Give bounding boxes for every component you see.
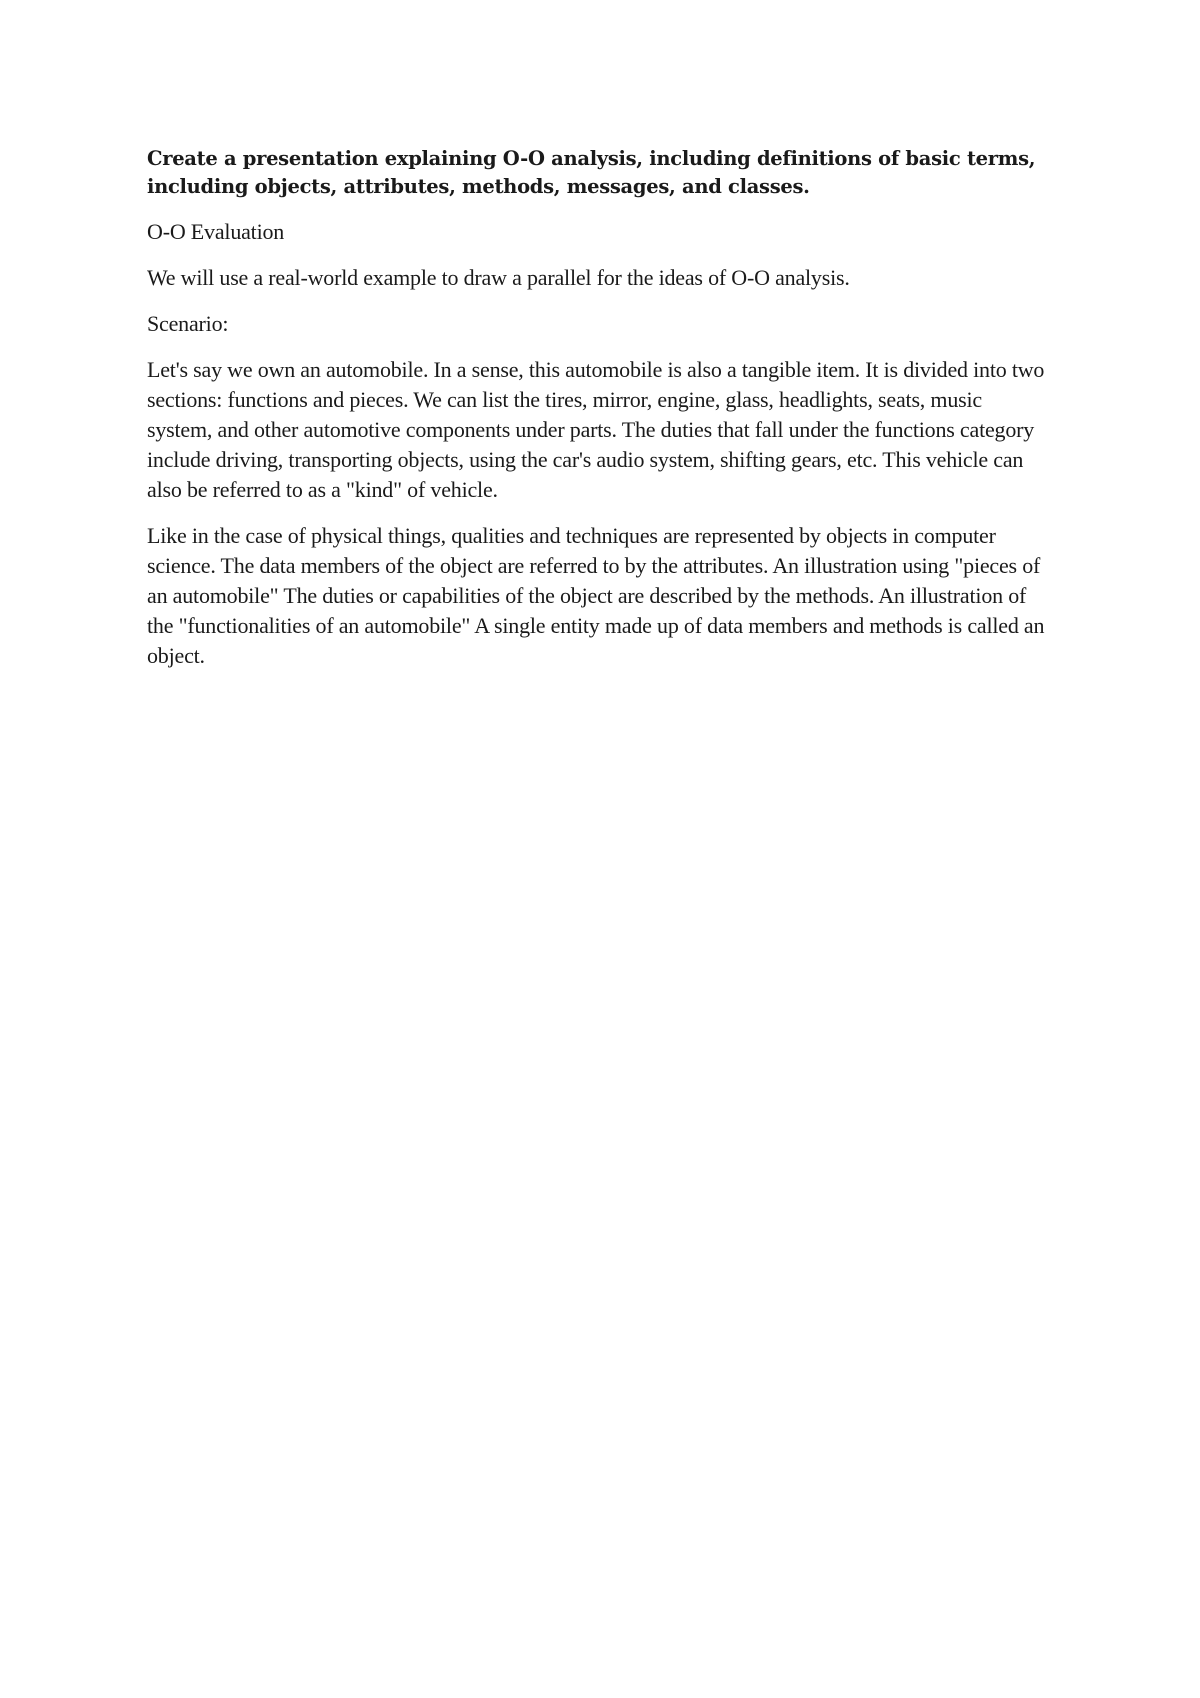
- question-heading: Create a presentation explaining O-O analysis, including definitions of basic terms, including objects, attributes, methods, messages, and classes.: [147, 147, 1036, 198]
- scenario-label: Scenario:: [147, 311, 229, 336]
- scenario-paragraph: Let's say we own an automobile. In a sense, this automobile is also a tangible item. It is divided into two sections: functions and pieces. We can list the tires, mirror, engine, glass, headlights, seats, music system, and other automotive components under parts. The duties that fall under the functions category include driving, transporting objects, using the car's audio system, shifting gears, etc. This vehicle can also be referred to as a "kind" of vehicle.: [147, 357, 1045, 502]
- intro-paragraph: We will use a real-world example to draw a parallel for the ideas of O-O analysis.: [147, 265, 850, 290]
- section-title: O-O Evaluation: [147, 219, 285, 244]
- explanation-paragraph: Like in the case of physical things, qualities and techniques are represented by objects in computer science. The data members of the object are referred to by the attributes. An illustration using "pieces of an automobile" The duties or capabilities of the object are described by the methods. An illustration of the "functionalities of an automobile" A single entity made up of data members and methods is called an object.: [147, 523, 1045, 668]
- document-body: [147, 145, 1052, 687]
